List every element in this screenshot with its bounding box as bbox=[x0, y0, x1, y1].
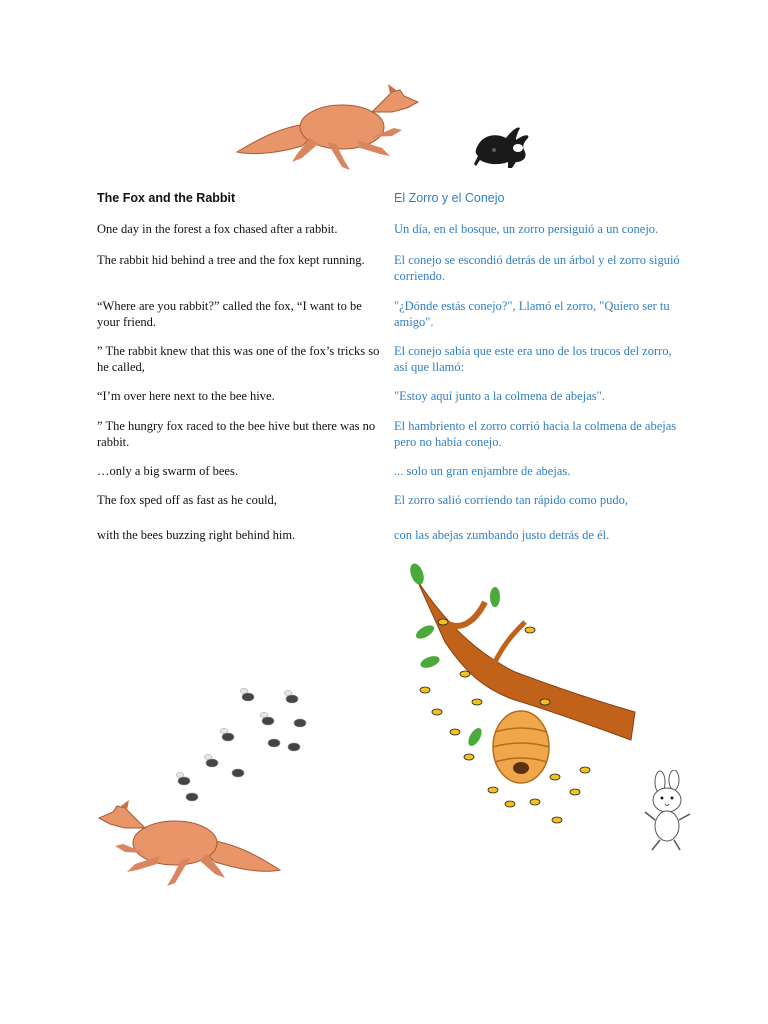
story-line-en: “Where are you rabbit?” called the fox, “I want to be your friend. bbox=[97, 299, 362, 329]
story-line-es: ... solo un gran enjambre de abejas. bbox=[394, 464, 571, 478]
story-line-en: with the bees buzzing right behind him. bbox=[97, 528, 296, 542]
fox-illustration-top bbox=[232, 82, 422, 177]
story-line-es: "¿Dónde estás conejo?", Llamó el zorro, "Quiero ser tu amigo". bbox=[394, 299, 670, 329]
white-rabbit-illustration bbox=[640, 770, 696, 854]
bee-swarm-illustration bbox=[170, 685, 315, 805]
story-line-es: El zorro salió corriendo tan rápido como pudo, bbox=[394, 493, 628, 507]
story-line-en: The rabbit hid behind a tree and the fox kept running. bbox=[97, 253, 365, 267]
beehive-illustration bbox=[405, 562, 645, 830]
story-line-es: "Estoy aquí junto a la colmena de abejas". bbox=[394, 389, 605, 403]
story-line-en: One day in the forest a fox chased after a rabbit. bbox=[97, 222, 338, 236]
fox-illustration-bottom bbox=[95, 798, 285, 893]
story-line-es: El conejo se escondió detrás de un árbol y el zorro siguió corriendo. bbox=[394, 253, 680, 283]
story-line-es: El hambriento el zorro corrió hacia la colmena de abejas pero no había conejo. bbox=[394, 419, 677, 449]
story-line-en: …only a big swarm of bees. bbox=[97, 464, 238, 478]
story-title-es: El Zorro y el Conejo bbox=[394, 191, 505, 205]
english-column bbox=[97, 190, 382, 550]
story-line-en: “I’m over here next to the bee hive. bbox=[97, 389, 275, 403]
story-line-es: Un día, en el bosque, un zorro persiguió a un conejo. bbox=[394, 222, 659, 236]
story-line-es: con las abejas zumbando justo detrás de él. bbox=[394, 528, 610, 542]
story-line-es: El conejo sabía que este era uno de los trucos del zorro, así que llamó: bbox=[394, 344, 672, 374]
story-line-en: The fox sped off as fast as he could, bbox=[97, 493, 277, 507]
rabbit-silhouette bbox=[472, 122, 536, 174]
story-title-en: The Fox and the Rabbit bbox=[97, 191, 236, 205]
story-line-en: ” The rabbit knew that this was one of the fox’s tricks so he called, bbox=[97, 344, 380, 374]
story-line-en: ” The hungry fox raced to the bee hive but there was no rabbit. bbox=[97, 419, 376, 449]
spanish-column bbox=[394, 190, 684, 550]
